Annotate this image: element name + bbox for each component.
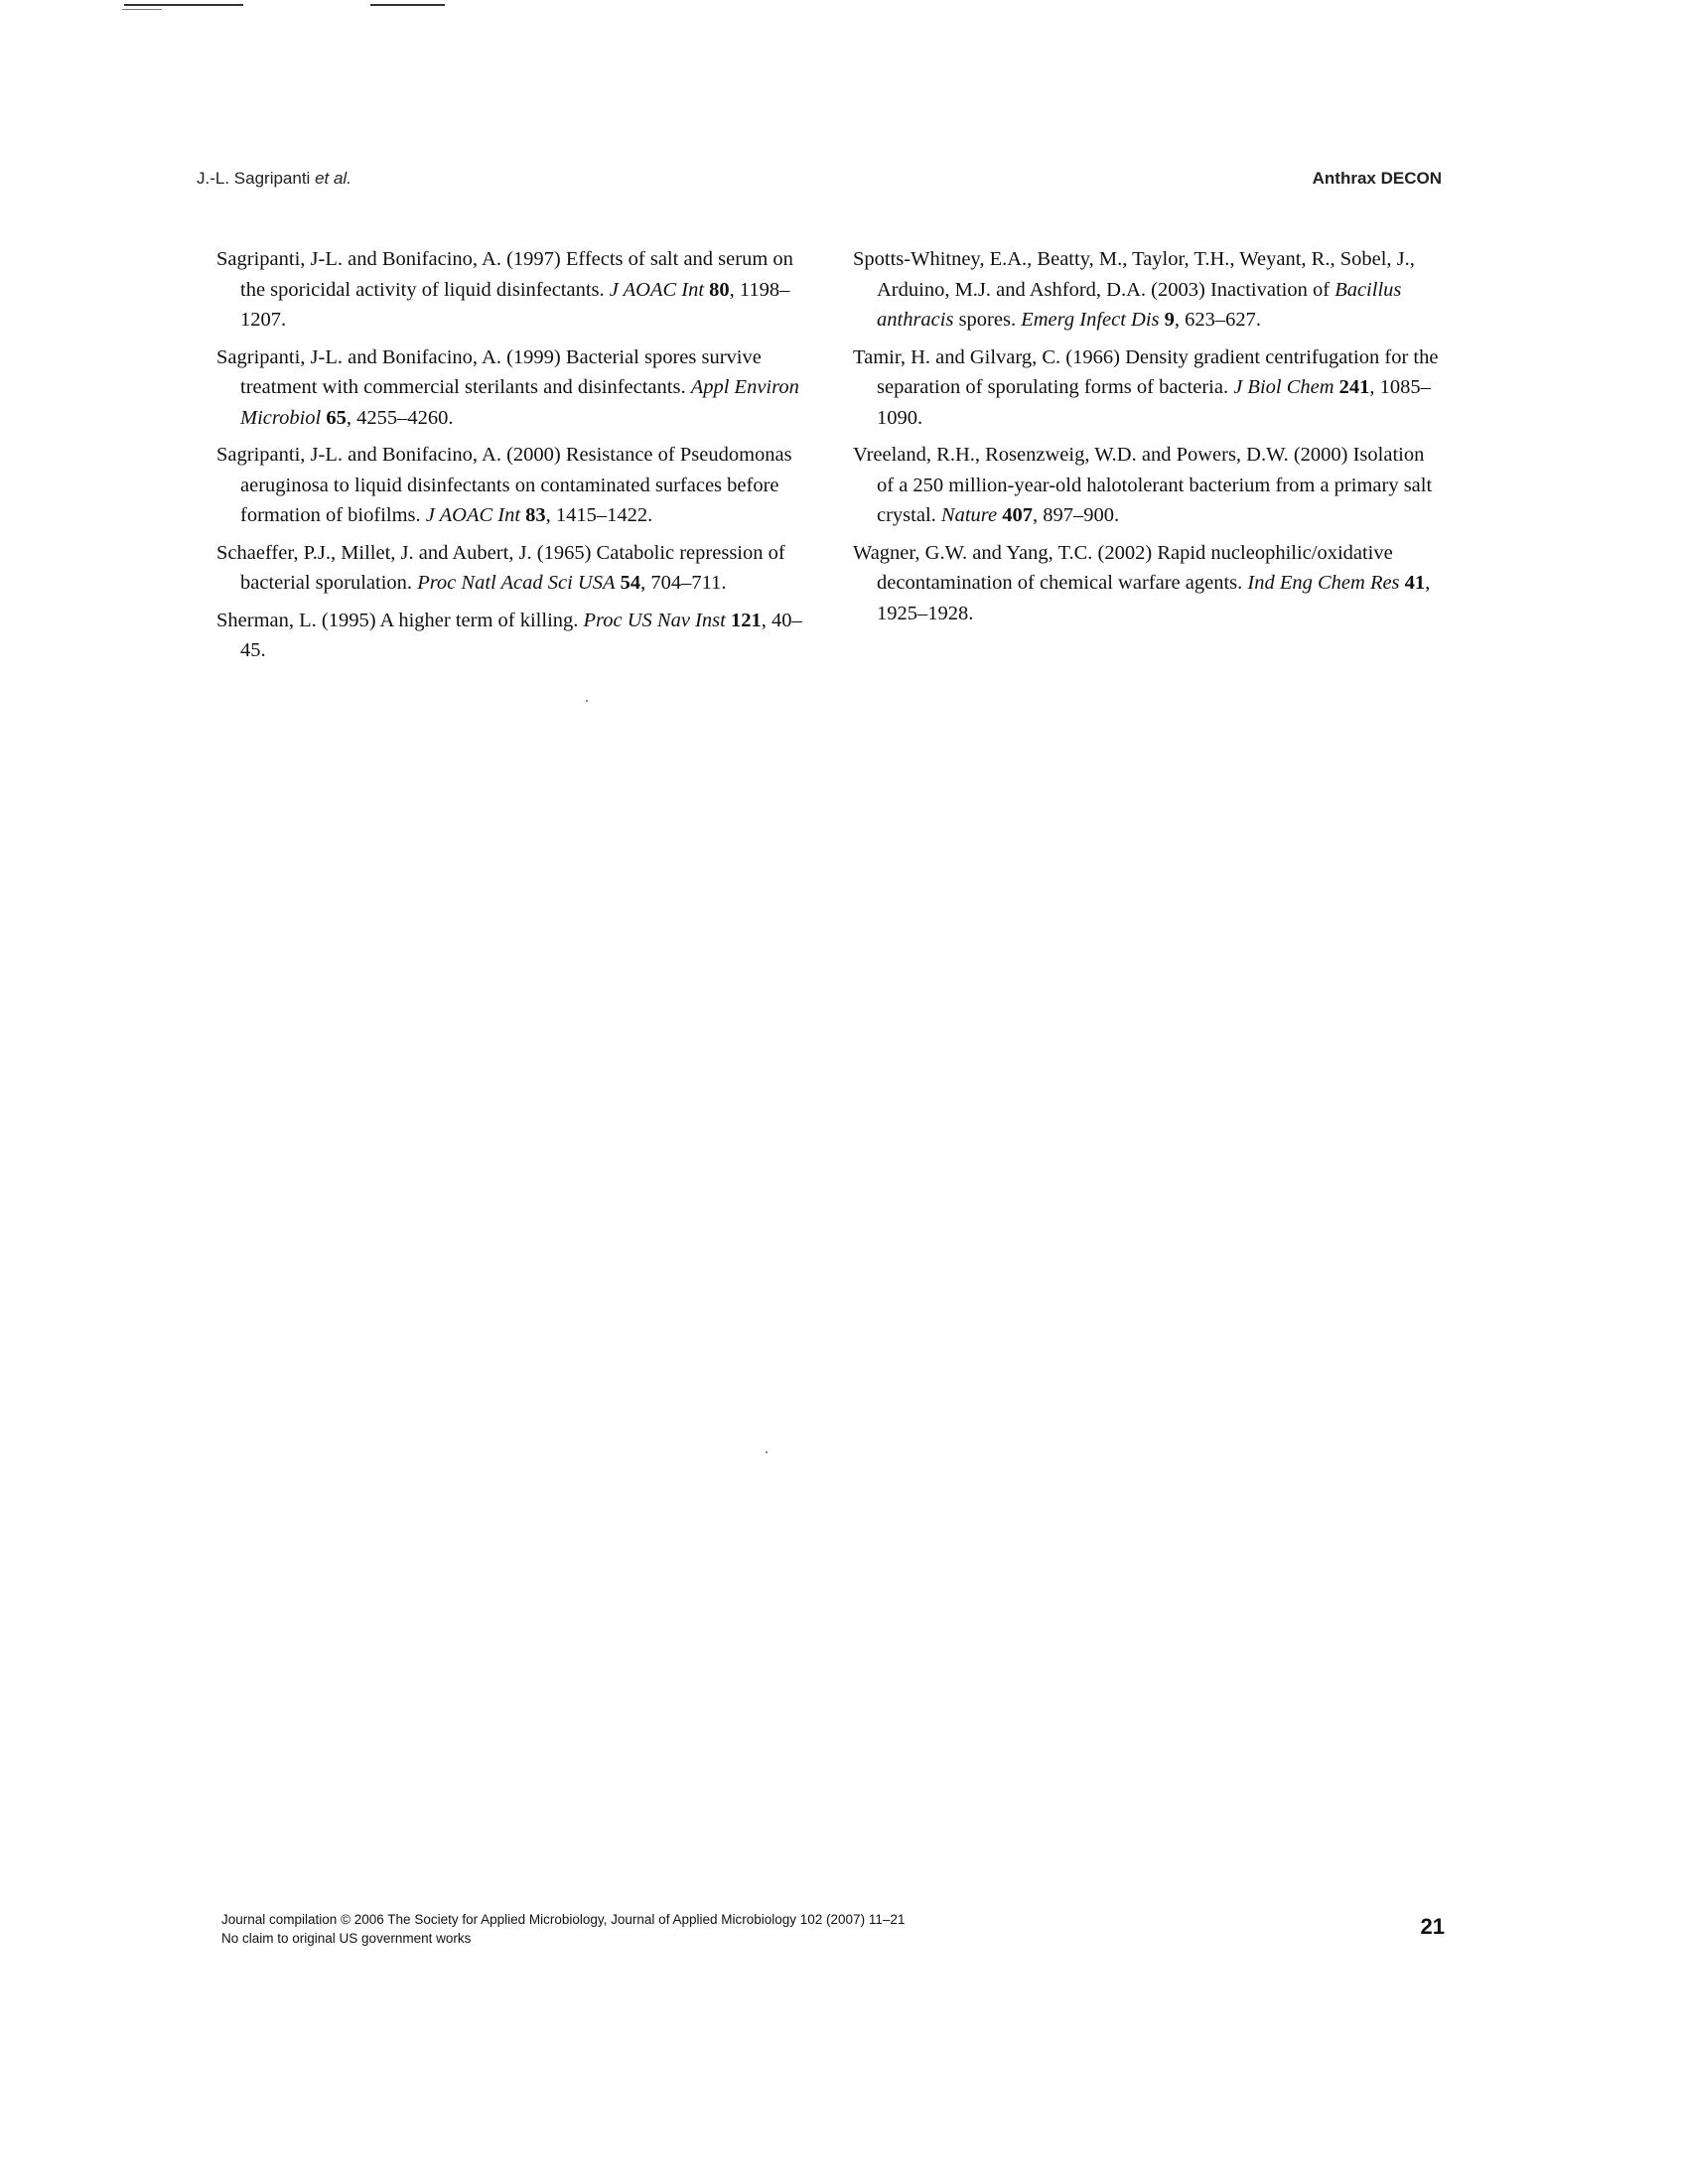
reference-volume: 41 xyxy=(1404,572,1426,594)
reference-text: Spotts-Whitney, E.A., Beatty, M., Taylor, T.H., Weyant, R., Sobel, J., Arduino, M.J. and Ashford, D.A. (2003) Inactivation of xyxy=(853,248,1415,301)
page-footer xyxy=(221,1910,905,1948)
scan-speck xyxy=(586,700,588,702)
reference-volume: 83 xyxy=(525,504,546,526)
reference-text: Tamir, H. and Gilvarg, C. (1966) Density gradient centrifugation for the separation of sporulating forms of bacteria. xyxy=(853,345,1439,398)
reference-journal: Emerg Infect Dis xyxy=(1021,309,1160,331)
reference-text: Vreeland, R.H., Rosenzweig, W.D. and Powers, D.W. (2000) Isolation of a 250 million-year-old halotolerant bacterium from a primary salt crystal. xyxy=(853,444,1433,526)
running-head-author xyxy=(197,169,351,189)
running-head-section-title: Anthrax DECON xyxy=(1312,169,1442,188)
references-column-right xyxy=(853,244,1439,635)
reference-pages: 1415–1422. xyxy=(555,504,653,526)
reference-item: Sherman, L. (1995) A higher term of killing. Proc US Nav Inst 121, 40–45. xyxy=(216,609,802,661)
reference-text: Wagner, G.W. and Yang, T.C. (2002) Rapid nucleophilic/oxidative decontamination of chemical warfare agents. xyxy=(853,541,1393,594)
scan-artifact-line xyxy=(124,4,243,6)
reference-volume: 121 xyxy=(730,609,762,631)
reference-pages: 1085–1090. xyxy=(877,376,1431,429)
reference-pages: 1198–1207. xyxy=(240,278,790,331)
reference-item: Vreeland, R.H., Rosenzweig, W.D. and Powers, D.W. (2000) Isolation of a 250 million-year-old halotolerant bacterium from a primary salt crystal. Nature 407, 897–900. xyxy=(853,444,1433,526)
reference-text-after: spores. xyxy=(953,309,1017,331)
reference-pages: 4255–4260. xyxy=(356,406,454,429)
reference-item: Wagner, G.W. and Yang, T.C. (2002) Rapid nucleophilic/oxidative decontamination of chemical warfare agents. Ind Eng Chem Res 41, 1925–1928. xyxy=(853,541,1431,624)
reference-journal: Proc US Nav Inst xyxy=(583,609,726,631)
reference-journal: Nature xyxy=(940,504,998,526)
reference-pages: 704–711. xyxy=(650,572,727,594)
reference-volume: 54 xyxy=(620,572,641,594)
reference-journal: J AOAC Int xyxy=(609,278,705,301)
reference-item: Tamir, H. and Gilvarg, C. (1966) Density gradient centrifugation for the separation of sporulating forms of bacteria. J Biol Chem 241, 1085–1090. xyxy=(853,345,1439,429)
scan-artifact-line xyxy=(122,9,162,10)
footer-copyright: Journal compilation © 2006 The Society for Applied Microbiology, Journal of Applied Microbiology 102 (2007) 11–21 xyxy=(221,1912,906,1927)
footer-government-notice: No claim to original US government works xyxy=(221,1931,472,1946)
author-name: J.-L. Sagripanti xyxy=(197,169,316,188)
reference-volume: 241 xyxy=(1338,376,1370,398)
reference-item: Spotts-Whitney, E.A., Beatty, M., Taylor, T.H., Weyant, R., Sobel, J., Arduino, M.J. and Ashford, D.A. (2003) Inactivation of Bacillus anthracis spores. Emerg Infect Dis 9, 623–627. xyxy=(853,248,1415,331)
reference-journal: Proc Natl Acad Sci USA xyxy=(417,572,616,594)
reference-text: Sagripanti, J-L. and Bonifacino, A. (1999) Bacterial spores survive treatment with commercial sterilants and disinfectants. xyxy=(216,345,762,398)
reference-pages: 897–900. xyxy=(1043,504,1120,526)
page-number: 21 xyxy=(1420,1914,1445,1939)
reference-text: Sherman, L. (1995) A higher term of killing. xyxy=(216,609,579,631)
reference-pages: 623–627. xyxy=(1185,309,1262,331)
reference-volume: 407 xyxy=(1002,504,1033,526)
reference-text: Schaeffer, P.J., Millet, J. and Aubert, J. (1965) Catabolic repression of bacterial sporulation. xyxy=(216,541,785,594)
reference-journal: Ind Eng Chem Res xyxy=(1247,572,1400,594)
references-column-left xyxy=(216,244,822,673)
scan-speck xyxy=(766,1451,768,1453)
scan-artifact-line xyxy=(370,4,445,6)
reference-item: Sagripanti, J-L. and Bonifacino, A. (2000) Resistance of Pseudomonas aeruginosa to liquid disinfectants on contaminated surfaces before formation of biofilms. J AOAC Int 83, 1415–1422. xyxy=(216,444,792,526)
reference-pages: 40–45. xyxy=(240,609,802,661)
reference-journal: Appl Environ Microbiol xyxy=(240,376,799,429)
reference-species: Bacillus anthracis xyxy=(877,278,1402,331)
reference-text: Sagripanti, J-L. and Bonifacino, A. (2000) Resistance of Pseudomonas aeruginosa to liquid disinfectants on contaminated surfaces before formation of biofilms. xyxy=(216,444,792,526)
reference-journal: J Biol Chem xyxy=(1233,376,1334,398)
reference-pages: 1925–1928. xyxy=(877,602,974,624)
reference-volume: 65 xyxy=(326,406,347,429)
author-etal: et al. xyxy=(315,169,351,188)
reference-item: Schaeffer, P.J., Millet, J. and Aubert, J. (1965) Catabolic repression of bacterial sporulation. Proc Natl Acad Sci USA 54, 704–711. xyxy=(216,541,785,594)
reference-journal: J AOAC Int xyxy=(425,504,521,526)
reference-text: Sagripanti, J-L. and Bonifacino, A. (1997) Effects of salt and serum on the sporicidal activity of liquid disinfectants. xyxy=(216,248,793,301)
reference-item: Sagripanti, J-L. and Bonifacino, A. (1997) Effects of salt and serum on the sporicidal activity of liquid disinfectants. J AOAC Int 80, 1198–1207. xyxy=(216,248,793,331)
reference-volume: 80 xyxy=(709,278,730,301)
reference-volume: 9 xyxy=(1164,309,1175,331)
reference-item: Sagripanti, J-L. and Bonifacino, A. (1999) Bacterial spores survive treatment with commercial sterilants and disinfectants. Appl Environ Microbiol 65, 4255–4260. xyxy=(216,345,799,429)
